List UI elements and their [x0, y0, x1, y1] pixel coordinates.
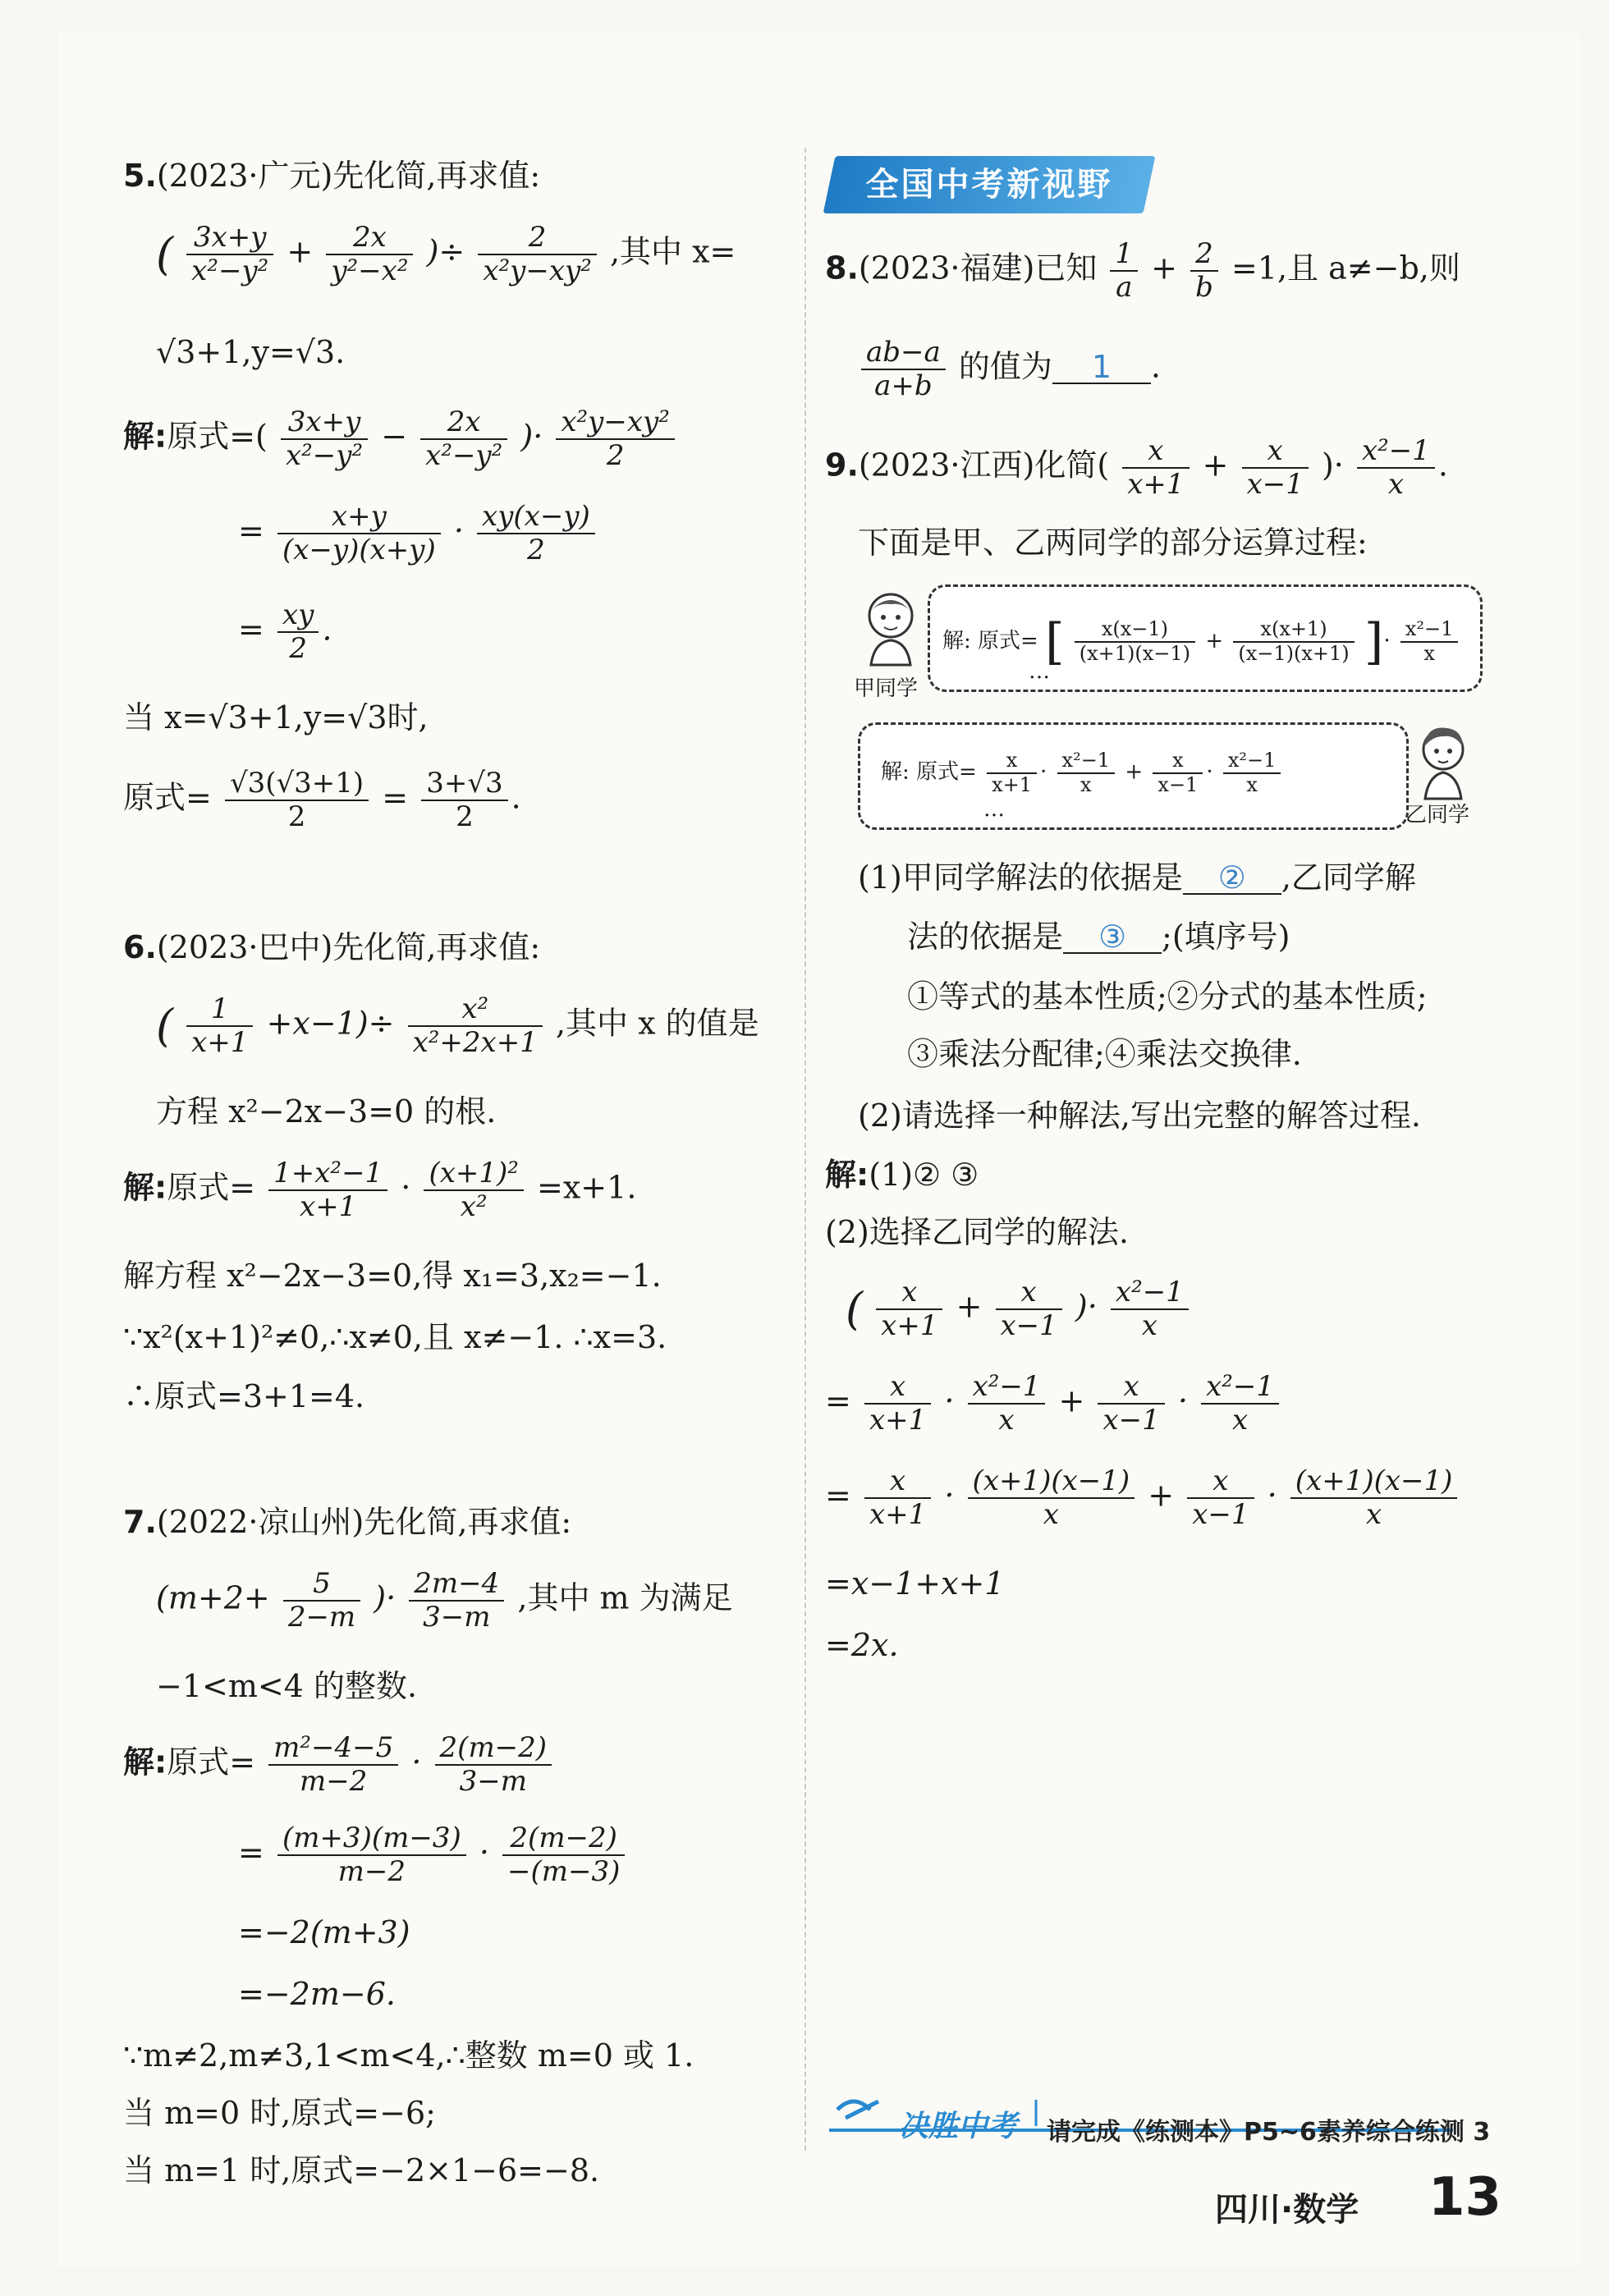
q9-options-2: ③乘法分配律;④乘法交换律. — [907, 1036, 1302, 1072]
page-label: 四川·数学 — [1215, 2191, 1359, 2229]
q7-solution-step-4: =−2m−6. — [238, 1976, 396, 2012]
q9-solution-2: (2)选择乙同学的解法. — [825, 1214, 1129, 1250]
q7-line-7: 当 m=1 时,原式=−2×1−6=−8. — [123, 2152, 600, 2188]
student-yi-work-box — [858, 722, 1409, 830]
fraction: $\frac{(x+1)(x-1)}{x}$ — [1290, 1465, 1458, 1531]
q6-line-4: ∴原式=3+1=4. — [123, 1378, 365, 1414]
q5-substitution: 当 x=√3+1,y=√3时, — [123, 699, 429, 736]
fraction: $\frac{2x}{\text{x²−y²}}$ — [420, 406, 507, 472]
fraction: $\frac{\text{x²−1}}{x}$ — [1357, 435, 1435, 501]
student-yi-work: 解: 原式= $\frac{x}{x+1}$ · $\frac{\text{x²−1}}{x}$ + $\frac{x}{x-1}$ · $\frac{\text{x²−1}}{x}$ — [881, 749, 1284, 796]
q9-solution-1: 解:(1)② ③ — [825, 1157, 979, 1193]
fraction: $\frac{\text{m²−4−5}}{m-2}$ — [268, 1732, 398, 1798]
q6-condition-2: 方程 x²−2x−3=0 的根. — [156, 1093, 497, 1130]
q9-intro: 下面是甲、乙两同学的部分运算过程: — [858, 525, 1368, 561]
q8-stem: 8.(2023·福建)已知 $\frac{1}{a}$ + $\frac{2}{b}$ =1,且 a≠−b,则 — [825, 237, 1460, 305]
fraction: $\frac{x}{x-1}$ — [1242, 435, 1309, 501]
q7-condition-2: −1<m<4 的整数. — [156, 1668, 418, 1704]
q5-condition-2: √3+1,y=√3. — [156, 334, 346, 370]
column-divider — [804, 148, 806, 2151]
q6-number: 6. — [123, 929, 157, 965]
q9-work-line-4: =x−1+x+1 — [825, 1565, 1005, 1602]
fraction: $\frac{\text{x²−1}}{x}$ — [1111, 1276, 1189, 1342]
solution-label: 解: — [123, 1744, 167, 1780]
fraction: $\frac{\text{x²y−xy²}}{2}$ — [556, 406, 675, 472]
fraction: $\frac{x(x+1)}{(x-1)(x+1)}$ — [1233, 618, 1354, 665]
q9-work-line-1: ( $\frac{x}{x+1}$ + $\frac{x}{x-1}$ )· $\frac{\text{x²−1}}{x}$ — [846, 1276, 1192, 1342]
q9-answer-blank-1: ② — [1183, 862, 1281, 895]
fraction: $\frac{2(m-2)}{-(m-3)}$ — [502, 1822, 625, 1888]
student-jia-work: 解: 原式= [ $\frac{x(x-1)}{(x+1)(x-1)}$ + $\frac{x(x+1)}{(x-1)(x+1)}$ ]· $\frac{\text{x²−1}}{x}$ — [942, 613, 1461, 671]
fraction: $\frac{2}{b}$ — [1190, 238, 1218, 304]
fraction: $\frac{x}{x+1}$ — [1122, 435, 1189, 501]
fraction: $\frac{x}{x+1}$ — [876, 1276, 942, 1342]
fraction: $\frac{2x}{\text{y²−x²}}$ — [326, 222, 413, 287]
section-banner-title: 全国中考新视野 — [865, 166, 1113, 204]
fraction: $\frac{√3(√3+1)}{2}$ — [225, 768, 369, 833]
fraction: $\frac{(m+3)(m-3)}{m-2}$ — [277, 1822, 466, 1888]
q5-solution-step-1: 解:原式=( $\frac{3x+y}{\text{x²−y²}}$ − $\frac{2x}{\text{x²−y²}}$ )· $\frac{\text{x²y−xy²}}{2}$ — [123, 406, 678, 472]
fraction: $\frac{\text{x²−1}}{x}$ — [1223, 749, 1281, 796]
q5-stem — [123, 158, 541, 194]
q6-stem: 6.(2023·巴中)先化简,再求值: — [123, 929, 541, 965]
fraction: $\frac{3+√3}{2}$ — [421, 768, 507, 833]
fraction: $\frac{\text{x²−1}}{x}$ — [1057, 749, 1116, 796]
fraction: $\frac{\text{(x+1)²}}{\text{x²}}$ — [424, 1157, 523, 1223]
student-jia-avatar-icon — [858, 584, 924, 667]
q8-answer-blank: 1 — [1052, 351, 1151, 384]
fraction: $\frac{xy}{2}$ — [277, 599, 319, 665]
q5-expression: ( $\frac{3x+y}{\text{x²−y²}}$ + $\frac{2x}{\text{y²−x²}}$ )÷ $\frac{2}{\text{x²y−xy²}}$ ,其中 x= — [156, 221, 736, 288]
fraction: $\frac{x+y}{(x-y)(x+y)}$ — [277, 501, 441, 566]
q9-options-1: ①等式的基本性质;②分式的基本性质; — [907, 978, 1428, 1015]
q7-solution-step-2: = $\frac{(m+3)(m-3)}{m-2}$ · $\frac{2(m-2)}{-(m-3)}$ — [238, 1822, 628, 1888]
student-jia-caption: 甲同学 — [854, 676, 919, 701]
q9-part-1: (1)甲同学解法的依据是 ② ,乙同学解 — [858, 859, 1416, 896]
fraction: $\frac{\text{x²−1}}{x}$ — [1201, 1371, 1279, 1437]
fraction: $\frac{x(x-1)}{(x+1)(x-1)}$ — [1075, 618, 1195, 665]
fraction: $\frac{x}{x+1}$ — [864, 1371, 931, 1437]
student-jia-ellipsis: … — [1029, 659, 1050, 684]
fraction: $\frac{3x+y}{\text{x²−y²}}$ — [186, 222, 273, 287]
fraction: $\frac{x}{x-1}$ — [1187, 1465, 1254, 1531]
q9-work-line-5: =2x. — [825, 1627, 899, 1663]
fraction: $\frac{2(m-2)}{3-m}$ — [435, 1732, 552, 1798]
q7-stem: 7.(2022·凉山州)先化简,再求值: — [123, 1504, 572, 1540]
q7-line-5: ∵m≠2,m≠3,1<m<4,∴整数 m=0 或 1. — [123, 2037, 694, 2074]
fraction: $\frac{x}{x-1}$ — [996, 1276, 1062, 1342]
fraction: $\frac{\text{x²−1}}{x}$ — [1400, 618, 1459, 665]
q8-number: 8. — [825, 250, 859, 286]
fraction: $\frac{2}{\text{x²y−xy²}}$ — [478, 222, 597, 287]
q5-solution-step-3: = $\frac{xy}{2}$ . — [238, 598, 332, 666]
fraction: $\frac{\text{1+x²−1}}{x+1}$ — [268, 1157, 387, 1223]
q7-line-6: 当 m=0 时,原式=−6; — [123, 2095, 436, 2131]
fraction: $\frac{1}{a}$ — [1110, 238, 1138, 304]
q6-line-2: 解方程 x²−2x−3=0,得 x₁=3,x₂=−1. — [123, 1258, 662, 1294]
solution-label: 解: — [123, 1169, 167, 1206]
q5-solution-step-2: = $\frac{x+y}{(x-y)(x+y)}$ · $\frac{xy(x-y)}{2}$ — [238, 501, 598, 566]
q7-number: 7. — [123, 1504, 157, 1540]
fraction: $\frac{\text{x²}}{\text{x²+2x+1}}$ — [408, 993, 543, 1059]
q9-work-line-2: = $\frac{x}{x+1}$ · $\frac{\text{x²−1}}{x}$ + $\frac{x}{x-1}$ · $\frac{\text{x²−1}}{x}$ — [825, 1371, 1282, 1437]
fraction: $\frac{x}{x+1}$ — [987, 749, 1037, 796]
fraction: $\frac{2m-4}{3-m}$ — [409, 1568, 504, 1634]
fraction: $\frac{3x+y}{\text{x²−y²}}$ — [281, 406, 368, 472]
q9-stem: 9.(2023·江西)化简( $\frac{x}{x+1}$ + $\frac{x}{x-1}$ )· $\frac{\text{x²−1}}{x}$ . — [825, 434, 1448, 502]
fraction: $\frac{xy(x-y)}{2}$ — [477, 501, 595, 566]
q5-source: (2023·广元)先化简,再求值: — [156, 158, 541, 194]
q9-work-line-3: = $\frac{x}{x+1}$ · $\frac{(x+1)(x-1)}{x}$ + $\frac{x}{x-1}$ · $\frac{(x+1)(x-1)}{x}$ — [825, 1465, 1460, 1531]
solution-label: 解: — [825, 1157, 869, 1193]
q9-answer-blank-2: ③ — [1063, 921, 1162, 954]
q6-line-3: ∵x²(x+1)²≠0,∴x≠0,且 x≠−1. ∴x=3. — [123, 1319, 667, 1355]
q9-part-1-cont: 法的依据是 ③ ;(填序号) — [907, 919, 1290, 955]
fraction: $\frac{ab-a}{a+b}$ — [861, 337, 946, 402]
fraction: $\frac{5}{2-m}$ — [283, 1568, 360, 1634]
q7-solution-step-1: 解:原式= $\frac{\text{m²−4−5}}{m-2}$ · $\frac{2(m-2)}{3-m}$ — [123, 1732, 555, 1798]
fraction: $\frac{x}{x-1}$ — [1098, 1371, 1164, 1437]
student-yi-caption: 乙同学 — [1405, 803, 1470, 827]
fraction: $\frac{\text{x²−1}}{x}$ — [968, 1371, 1046, 1437]
q7-expression: (m+2+ $\frac{5}{2-m}$ )· $\frac{2m-4}{3-m}$ ,其中 m 为满足 — [156, 1567, 733, 1634]
q6-expression: ( $\frac{1}{x+1}$ +x−1)÷ $\frac{\text{x²}}{\text{x²+2x+1}}$ ,其中 x 的值是 — [156, 992, 759, 1060]
q7-solution-step-3: =−2(m+3) — [238, 1914, 410, 1950]
q5-value: 原式= $\frac{√3(√3+1)}{2}$ = $\frac{3+√3}{2}$ . — [123, 767, 521, 834]
student-yi-avatar-icon — [1410, 718, 1476, 800]
fraction: $\frac{x}{x-1}$ — [1153, 749, 1203, 796]
fraction: $\frac{1}{x+1}$ — [186, 993, 253, 1059]
q9-part-2: (2)请选择一种解法,写出完整的解答过程. — [858, 1098, 1421, 1134]
q5-number: 5. — [123, 158, 157, 194]
solution-label: 解: — [123, 418, 167, 455]
q9-number: 9. — [825, 447, 859, 483]
footer-brand: 决胜中考 — [899, 2110, 1018, 2143]
q6-solution-step-1: 解:原式= $\frac{\text{1+x²−1}}{x+1}$ · $\frac{\text{(x+1)²}}{\text{x²}}$ =x+1. — [123, 1157, 637, 1224]
footer-text: 请完成《练测本》P5~6素养综合练测 3 — [1047, 2118, 1491, 2147]
student-jia-work-box — [928, 584, 1483, 692]
q8-stem-2: $\frac{ab-a}{a+b}$ 的值为 1 . — [858, 337, 1161, 402]
fraction: $\frac{(x+1)(x-1)}{x}$ — [968, 1465, 1135, 1531]
fraction: $\frac{x}{x+1}$ — [864, 1465, 931, 1531]
page-number: 13 — [1428, 2167, 1502, 2228]
q5-condition: ,其中 x= — [609, 233, 736, 270]
section-banner — [823, 156, 1156, 213]
student-yi-ellipsis: … — [983, 797, 1005, 822]
